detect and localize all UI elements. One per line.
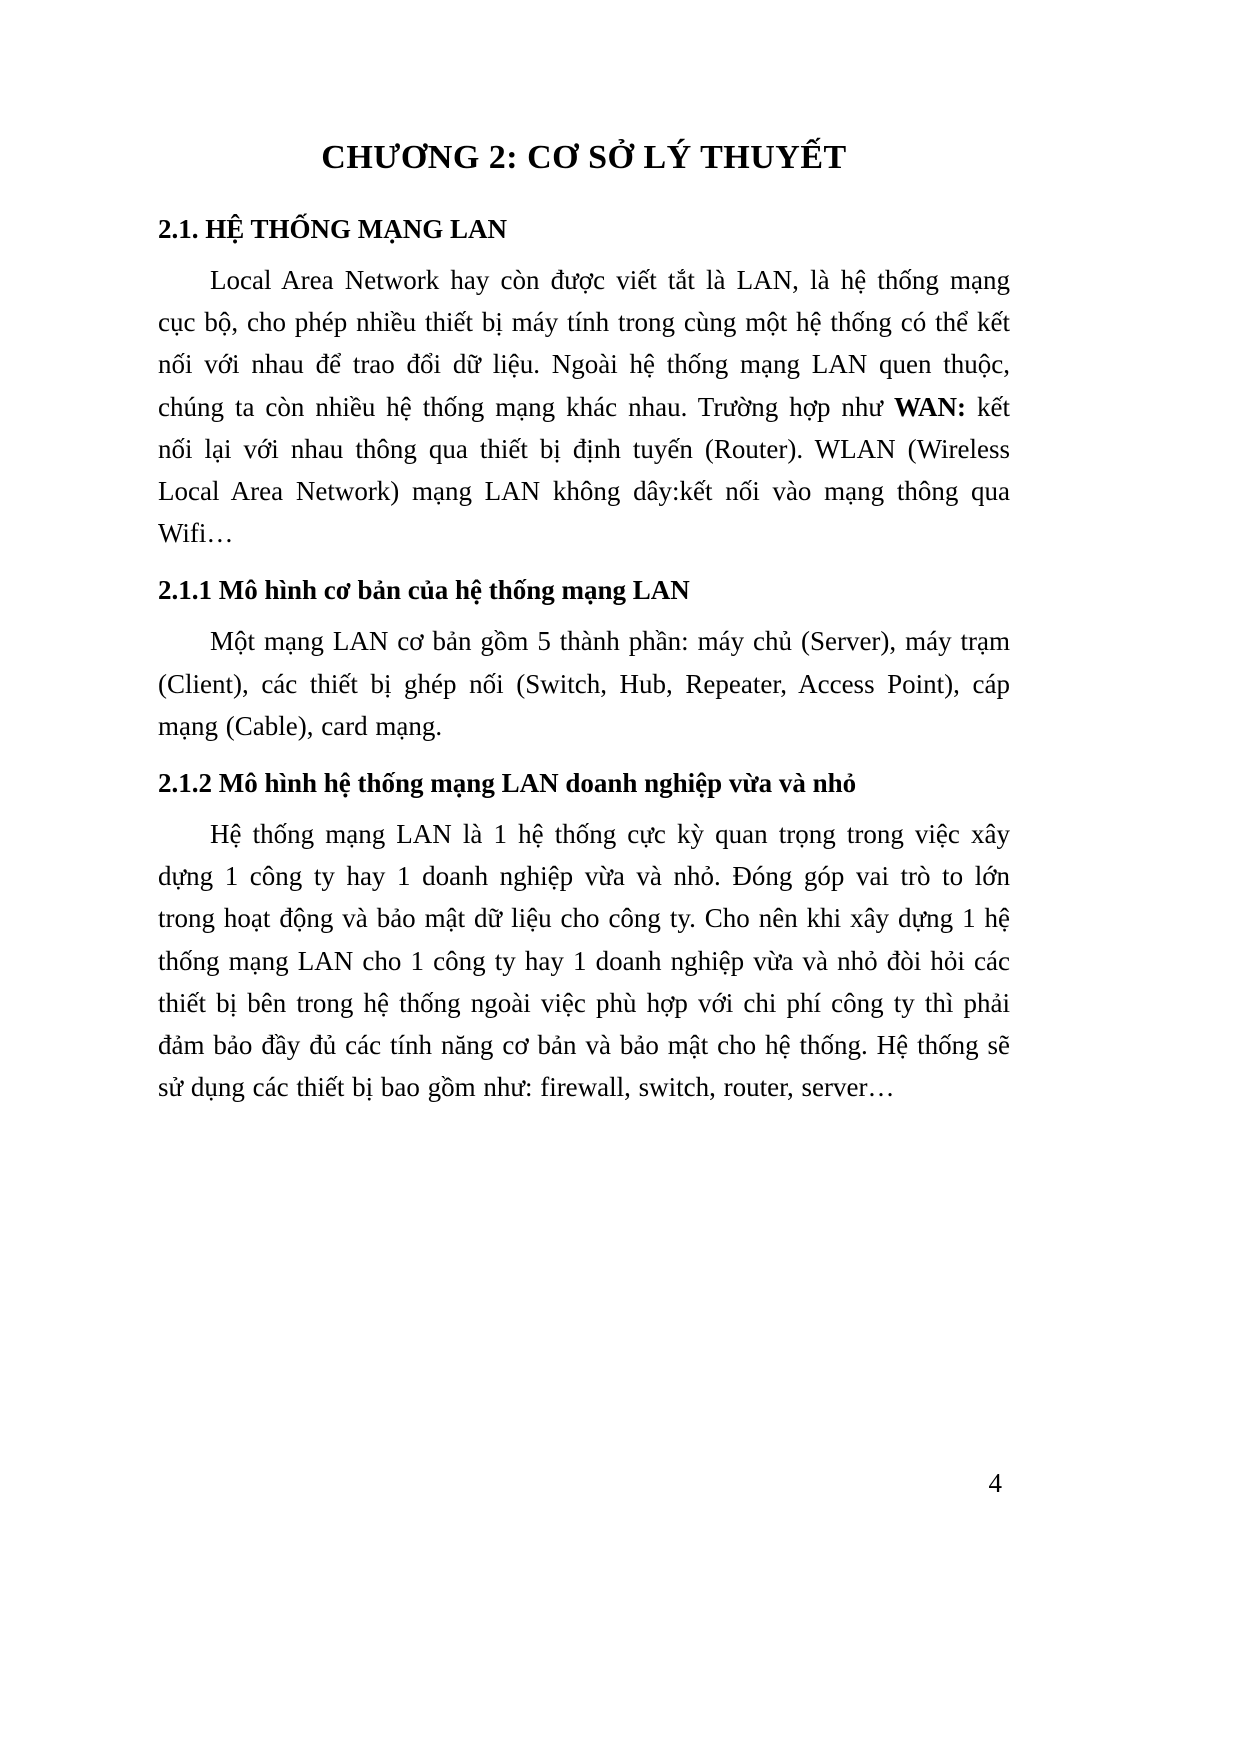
chapter-title: CHƯƠNG 2: CƠ SỞ LÝ THUYẾT xyxy=(321,139,847,176)
section-2-1-2-heading: 2.1.2 Mô hình hệ thống mạng LAN doanh nghiệp vừa và nhỏ xyxy=(158,767,857,798)
section-2-1-1-paragraph: Một mạng LAN cơ bản gồm 5 thành phần: máy chủ (Server), máy trạm (Client), các thiết bị ghép nối (Switch, Hub, Repeater, Access Point), cáp mạng (Cable), card mạng. xyxy=(158,626,1010,741)
section-2-1-paragraph xyxy=(158,259,1010,554)
section-2-1-paragraph-part1: Local Area Network hay còn được viết tắt là LAN, là hệ thống mạng cục bộ, cho phép nhiều thiết bị máy tính trong cùng một hệ thống có thể kết nối với nhau để trao đổi dữ liệu. Ngoài hệ thống mạng LAN quen thuộc, chúng ta còn nhiều hệ thống mạng khác nhau. Trường hợp như xyxy=(158,265,1010,422)
document-content xyxy=(158,138,1010,1118)
section-2-1-paragraph-part2: kết nối lại với nhau thông qua thiết bị định tuyến (Router). WLAN (Wireless Local Area Network) mạng LAN không dây:kết nối vào mạng thông qua Wifi… xyxy=(158,391,1010,548)
wan-bold-label: WAN: xyxy=(894,391,967,422)
section-2-1-1-heading: 2.1.1 Mô hình cơ bản của hệ thống mạng LAN xyxy=(158,575,690,605)
section-2-1-heading: 2.1. HỆ THỐNG MẠNG LAN xyxy=(158,213,508,244)
section-2-1-2-paragraph: Hệ thống mạng LAN là 1 hệ thống cực kỳ quan trọng trong việc xây dựng 1 công ty hay 1 doanh nghiệp vừa và nhỏ. Đóng góp vai trò to lớn trong hoạt động và bảo mật dữ liệu cho công ty. Cho nên khi xây dựng 1 hệ thống mạng LAN cho 1 công ty hay 1 doanh nghiệp vừa và nhỏ đòi hỏi các thiết bị bên trong hệ thống ngoài việc phù hợp với chi phí công ty thì phải đảm bảo đầy đủ các tính năng cơ bản và bảo mật cho hệ thống. Hệ thống sẽ sử dụng các thiết bị bao gồm như: firewall, switch, router, server… xyxy=(158,819,1010,1102)
page-number: 4 xyxy=(988,1468,1002,1498)
